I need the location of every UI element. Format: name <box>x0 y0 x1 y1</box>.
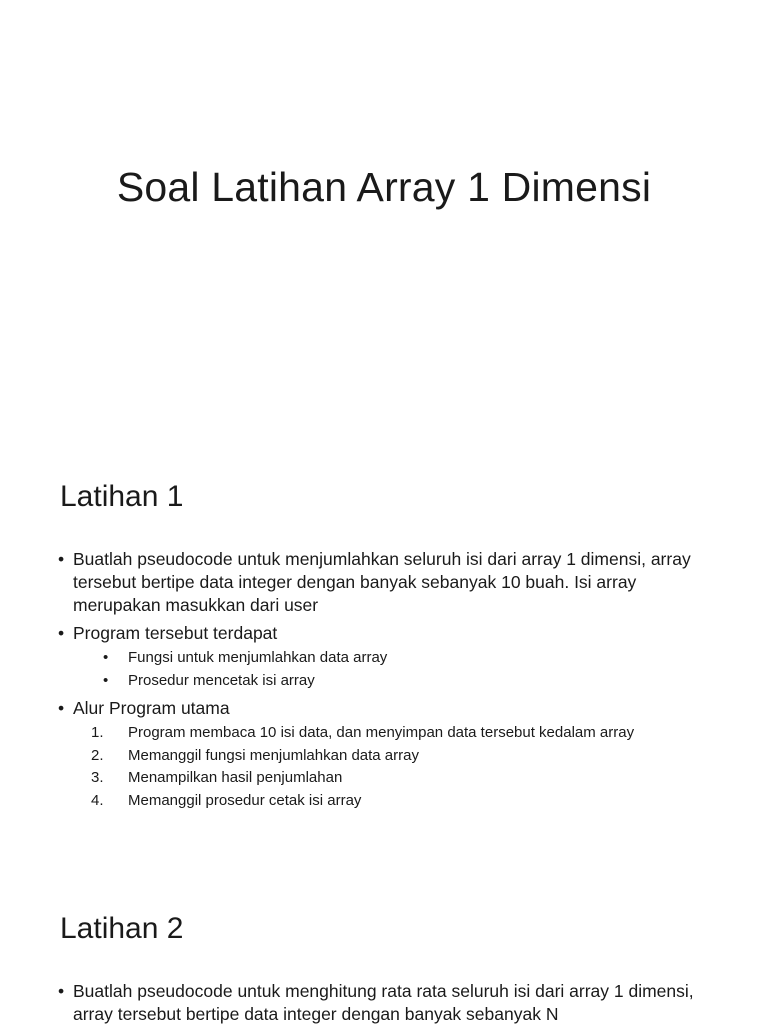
bullet-item <box>58 622 718 692</box>
numbered-item <box>73 722 718 745</box>
slide-latihan-2 <box>0 880 768 1024</box>
numbered-item <box>73 790 718 813</box>
bullet-list <box>58 548 718 817</box>
step-number: 4. <box>91 791 104 809</box>
step-text: Menampilkan hasil penjumlahan <box>128 769 343 786</box>
slide-title: Latihan 1 <box>60 480 184 513</box>
bullet-item: • Buatlah pseudocode untuk menghitung rata rata seluruh isi dari array 1 dimensi, array tersebut bertipe data integer dengan banyak sebanyak N <box>58 980 718 1026</box>
slide-title: Latihan 2 <box>60 912 184 945</box>
step-text: Program membaca 10 isi data, dan menyimpan data tersebut kedalam array <box>128 724 635 741</box>
bullet-item <box>58 697 718 812</box>
slide-title-page <box>0 0 768 432</box>
step-number: 3. <box>91 769 104 786</box>
step-text: Memanggil prosedur cetak isi array <box>128 791 362 809</box>
numbered-item <box>73 745 718 768</box>
bullet-text: Program tersebut terdapat <box>73 623 278 643</box>
numbered-list <box>73 722 718 812</box>
presentation-title: Soal Latihan Array 1 Dimensi <box>116 164 652 210</box>
bullet-text: Alur Program utama <box>73 698 230 718</box>
numbered-item <box>73 767 718 790</box>
step-text: Memanggil fungsi menjumlahkan data array <box>128 746 419 764</box>
step-number: 1. <box>91 724 104 741</box>
step-number: 2. <box>91 746 104 764</box>
sub-bullet-item: • Fungsi untuk menjumlahkan data array <box>73 647 718 670</box>
slide-latihan-1 <box>0 432 768 880</box>
bullet-list <box>58 980 718 1031</box>
sub-bullet-item: • Prosedur mencetak isi array <box>73 670 718 693</box>
bullet-item: • Buatlah pseudocode untuk menjumlahkan seluruh isi dari array 1 dimensi, array tersebut bertipe data integer dengan banyak sebanyak 10 buah. Isi array merupakan masukkan dari user <box>58 548 718 617</box>
sub-bullet-list <box>73 647 718 692</box>
